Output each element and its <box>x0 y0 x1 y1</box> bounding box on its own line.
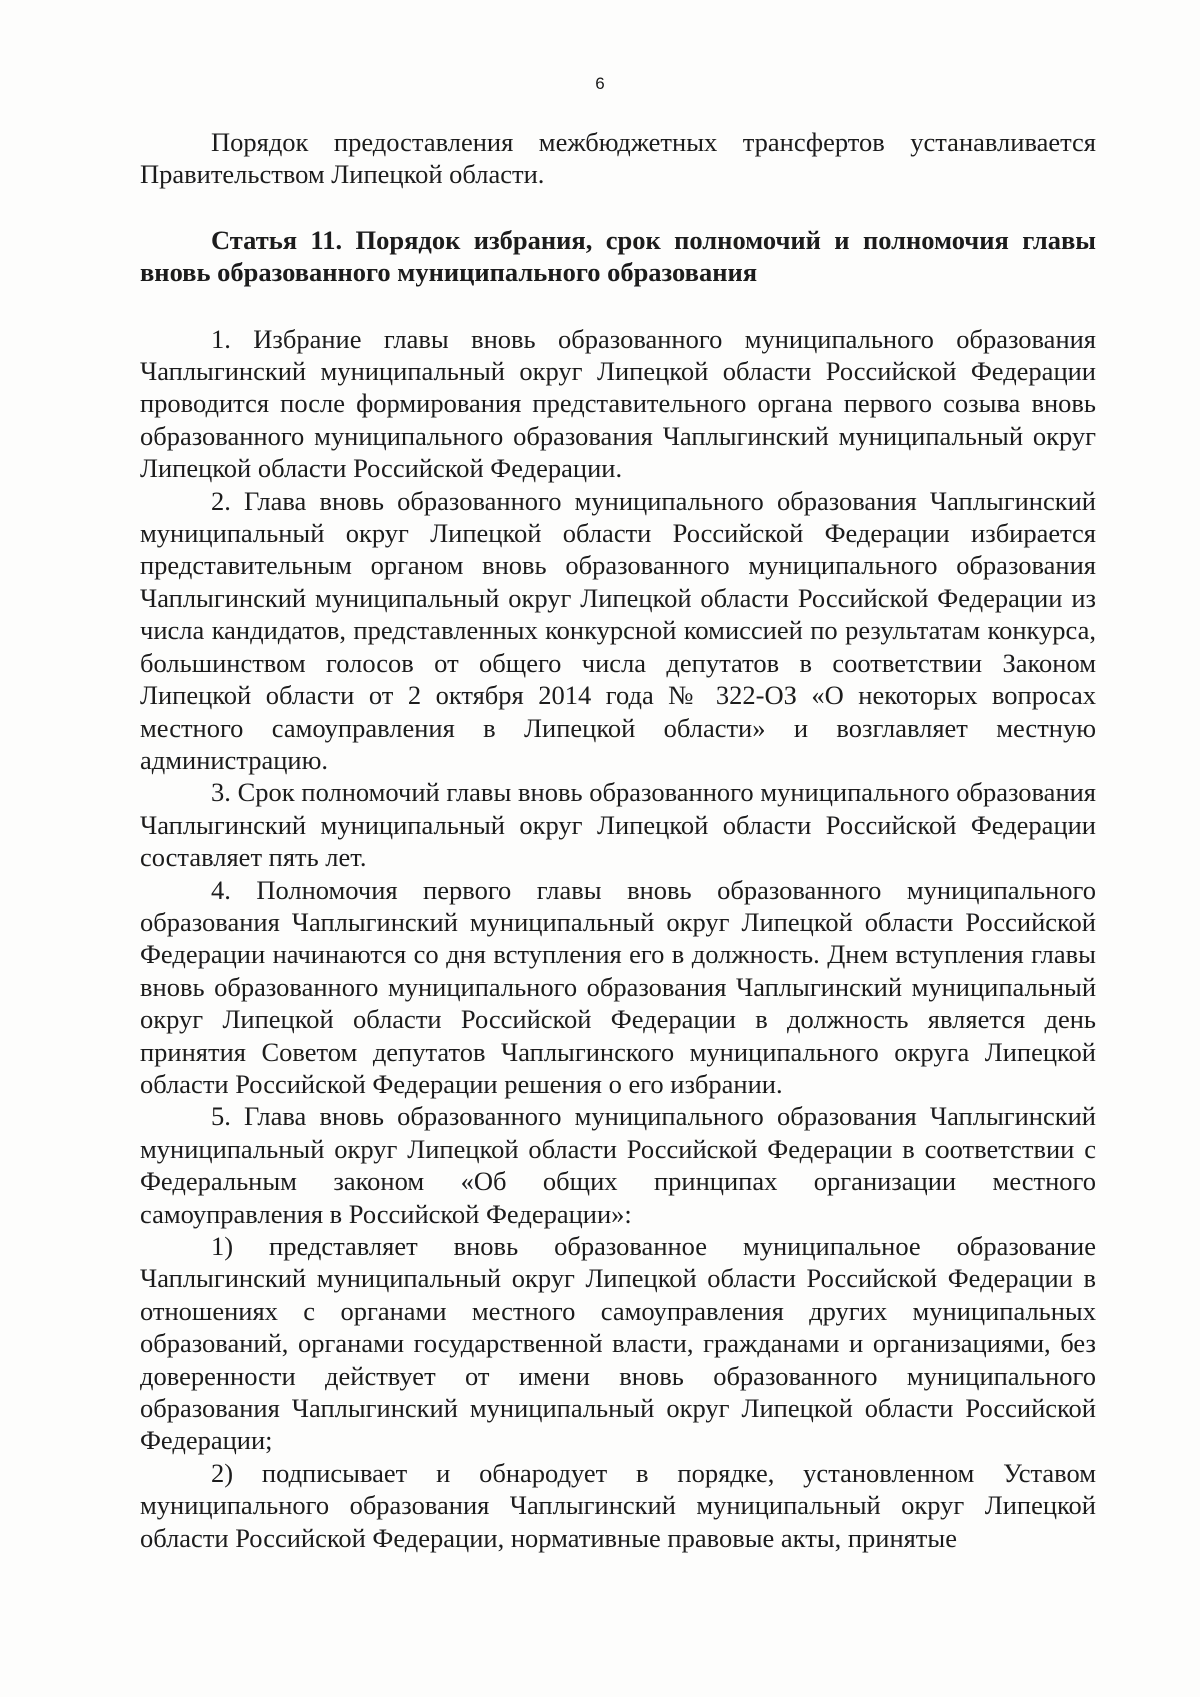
paragraph-3: 3. Срок полномочий главы вновь образованного муниципального образования Чаплыгинский муниципальный округ Липецкой области Российской Федерации составляет пять лет. <box>140 777 1096 873</box>
paragraph-1: 1. Избрание главы вновь образованного муниципального образования Чаплыгинский муниципальный округ Липецкой области Российской Федерации проводится после формирования представительного органа первого созыва вновь образованного муниципального образования Чаплыгинский муниципальный округ Липецкой области Российской Федерации. <box>140 323 1096 484</box>
document-body <box>140 126 1096 1554</box>
article-heading: Статья 11. Порядок избрания, срок полномочий и полномочия главы вновь образованного муниципального образования <box>140 224 1096 288</box>
paragraph-2: 2. Глава вновь образованного муниципального образования Чаплыгинский муниципальный округ Липецкой области Российской Федерации избирается представительным органом вновь образованного муниципального образования Чаплыгинский муниципальный округ Липецкой области Российской Федерации из числа кандидатов, представленных конкурсной комиссией по результатам конкурса, большинством голосов от общего числа депутатов в соответствии Законом Липецкой области от 2 октября 2014 года № 322-ОЗ «О некоторых вопросах местного самоуправления в Липецкой области» и возглавляет местную администрацию. <box>140 485 1096 775</box>
page-number: 6 <box>595 74 605 93</box>
subparagraph-1: 1) представляет вновь образованное муниципальное образование Чаплыгинский муниципальный округ Липецкой области Российской Федерации в отношениях с органами местного самоуправления других муниципальных образований, органами государственной власти, гражданами и организациями, без доверенности действует от имени вновь образованного муниципального образования Чаплыгинский муниципальный округ Липецкой области Российской Федерации; <box>140 1231 1096 1456</box>
subparagraph-2: 2) подписывает и обнародует в порядке, установленном Уставом муниципального образования Чаплыгинский муниципальный округ Липецкой области Российской Федерации, нормативные правовые акты, принятые <box>140 1457 1096 1553</box>
paragraph-4: 4. Полномочия первого главы вновь образованного муниципального образования Чаплыгинский муниципальный округ Липецкой области Российской Федерации начинаются со дня вступления его в должность. Днем вступления главы вновь образованного муниципального образования Чаплыгинский муниципальный округ Липецкой области Российской Федерации в должность является день принятия Советом депутатов Чаплыгинского муниципального округа Липецкой области Российской Федерации решения о его избрании. <box>140 874 1096 1099</box>
paragraph-5: 5. Глава вновь образованного муниципального образования Чаплыгинский муниципальный округ Липецкой области Российской Федерации в соответствии с Федеральным законом «Об общих принципах организации местного самоуправления в Российской Федерации»: <box>140 1101 1096 1229</box>
intro-paragraph: Порядок предоставления межбюджетных трансфертов устанавливается Правительством Липецкой области. <box>140 127 1096 190</box>
